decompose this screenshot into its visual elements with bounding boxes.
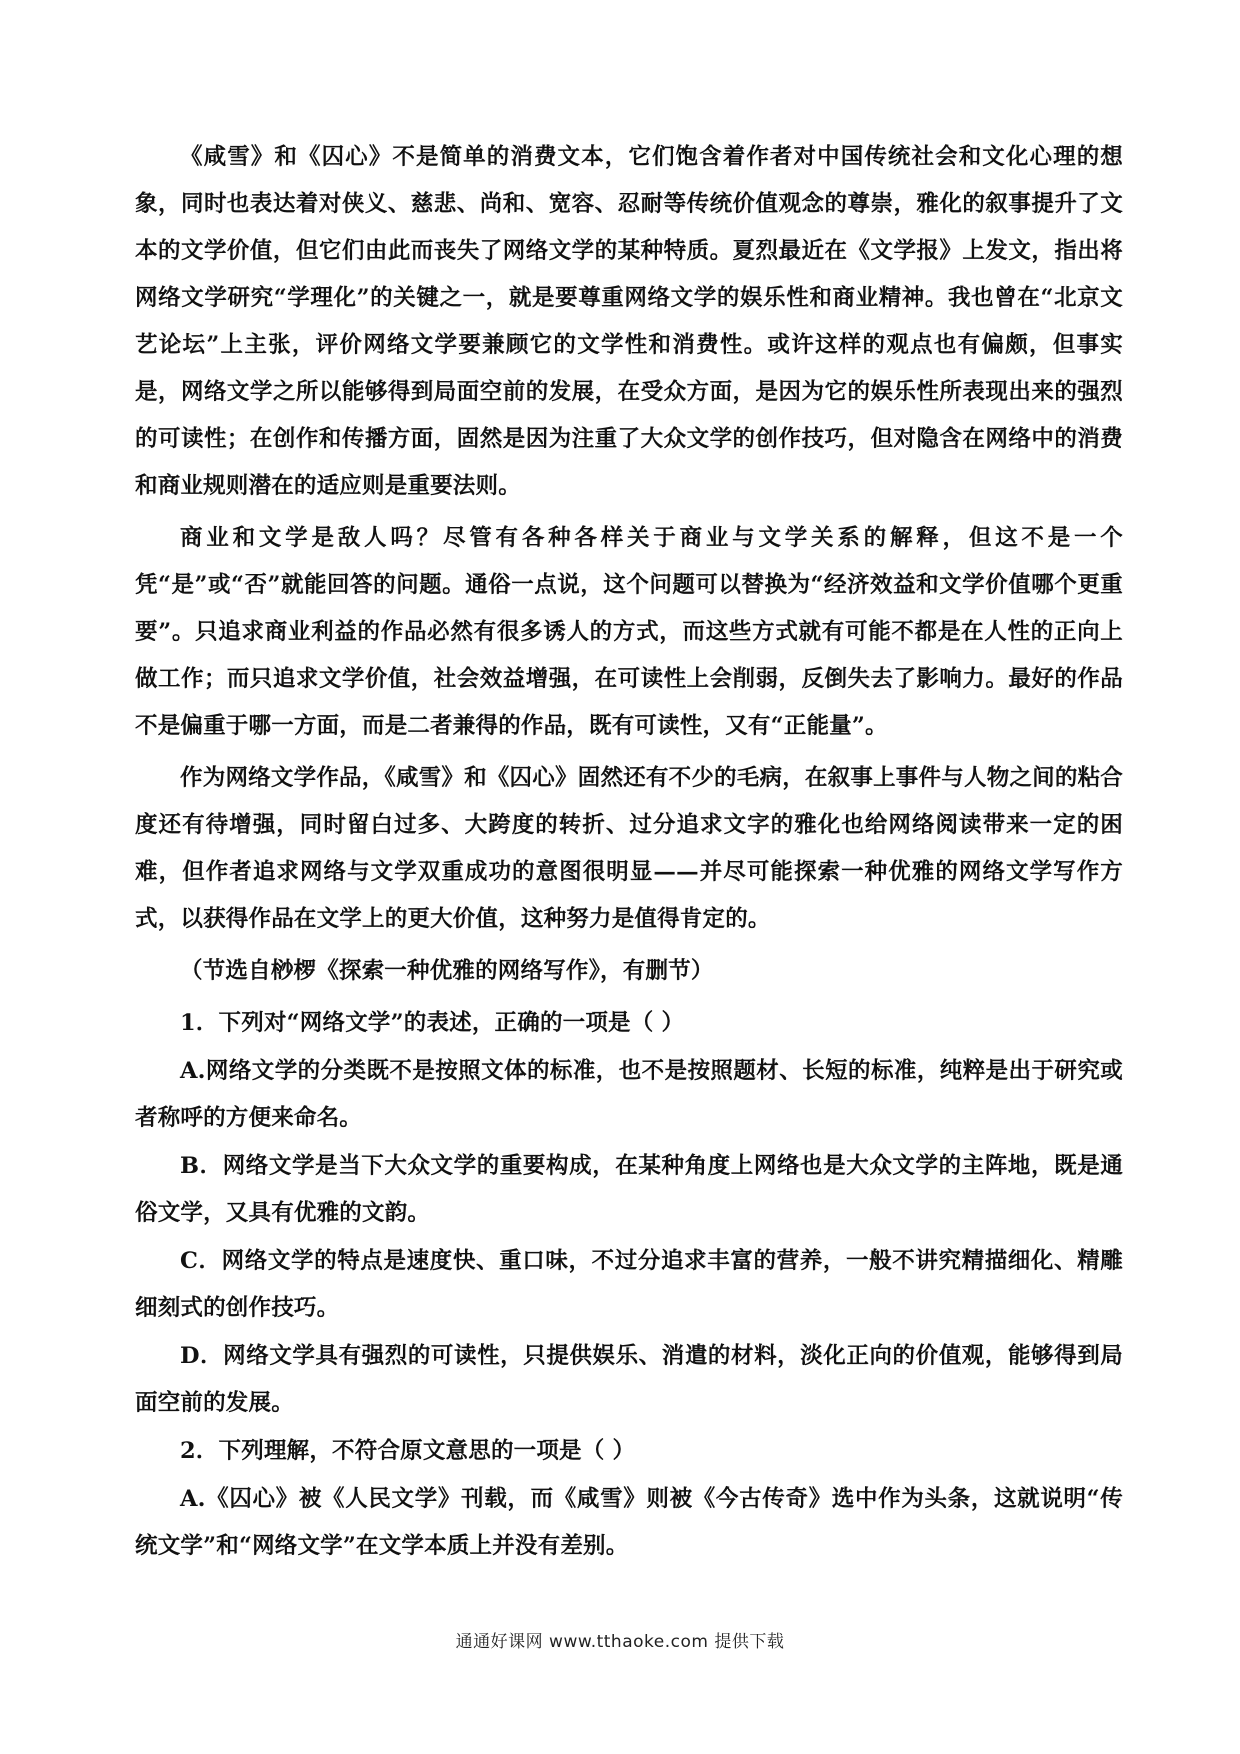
page-body	[135, 134, 1123, 1570]
footer-download-note: 通通好课网 www.tthaoke.com 提供下载	[455, 1632, 785, 1652]
question-2-option-a: A.《囚心》被《人民文学》刊载，而《咸雪》则被《今古传奇》选中作为头条，这就说明“传统文学”和“网络文学”在文学本质上并没有差别。	[135, 1486, 1123, 1559]
question-1-option-d: D．网络文学具有强烈的可读性，只提供娱乐、消遣的材料，淡化正向的价值观，能够得到局面空前的发展。	[135, 1343, 1123, 1416]
question-1-option-c: C．网络文学的特点是速度快、重口味，不过分追求丰富的营养，一般不讲究精描细化、精雕细刻式的创作技巧。	[135, 1248, 1124, 1321]
source-note: （节选自桫椤《探索一种优雅的网络写作》，有删节）	[180, 958, 714, 984]
passage-paragraph-1: 《咸雪》和《囚心》不是简单的消费文本，它们饱含着作者对中国传统社会和文化心理的想象，同时也表达着对侠义、慈悲、尚和、宽容、忍耐等传统价值观念的尊崇，雅化的叙事提升了文本的文学价值，但它们由此而丧失了网络文学的某种特质。夏烈最近在《文学报》上发文，指出将网络文学研究“学理化”的关键之一，就是要尊重网络文学的娱乐性和商业精神。我也曾在“北京文艺论坛”上主张，评价网络文学要兼顾它的文学性和消费性。或许这样的观点也有偏颇，但事实是，网络文学之所以能够得到局面空前的发展，在受众方面，是因为它的娱乐性所表现出来的强烈的可读性；在创作和传播方面，固然是因为注重了大众文学的创作技巧，但对隐含在网络中的消费和商业规则潜在的适应则是重要法则。	[135, 144, 1123, 499]
passage-paragraph-3: 作为网络文学作品，《咸雪》和《囚心》固然还有不少的毛病，在叙事上事件与人物之间的粘合度还有待增强，同时留白过多、大跨度的转折、过分追求文字的雅化也给网络阅读带来一定的困难，但作者追求网络与文学双重成功的意图很明显——并尽可能探索一种优雅的网络文学写作方式，以获得作品在文学上的更大价值，这种努力是值得肯定的。	[135, 765, 1123, 932]
question-1-option-a: A.网络文学的分类既不是按照文体的标准，也不是按照题材、长短的标准，纯粹是出于研究或者称呼的方便来命名。	[135, 1058, 1123, 1131]
passage-paragraph-2: 商业和文学是敌人吗？尽管有各种各样关于商业与文学关系的解释，但这不是一个凭“是”或“否”就能回答的问题。通俗一点说，这个问题可以替换为“经济效益和文学价值哪个更重要”。只追求商业利益的作品必然有很多诱人的方式，而这些方式就有可能不都是在人性的正向上做工作；而只追求文学价值，社会效益增强，在可读性上会削弱，反倒失去了影响力。最好的作品不是偏重于哪一方面，而是二者兼得的作品，既有可读性，又有“正能量”。	[135, 525, 1123, 739]
question-1-stem: 1．下列对“网络文学”的表述，正确的一项是（ ）	[180, 1010, 685, 1036]
question-2-stem: 2．下列理解，不符合原文意思的一项是（ ）	[180, 1438, 636, 1464]
question-1-option-b: B．网络文学是当下大众文学的重要构成，在某种角度上网络也是大众文学的主阵地，既是通俗文学，又具有优雅的文韵。	[135, 1153, 1123, 1226]
